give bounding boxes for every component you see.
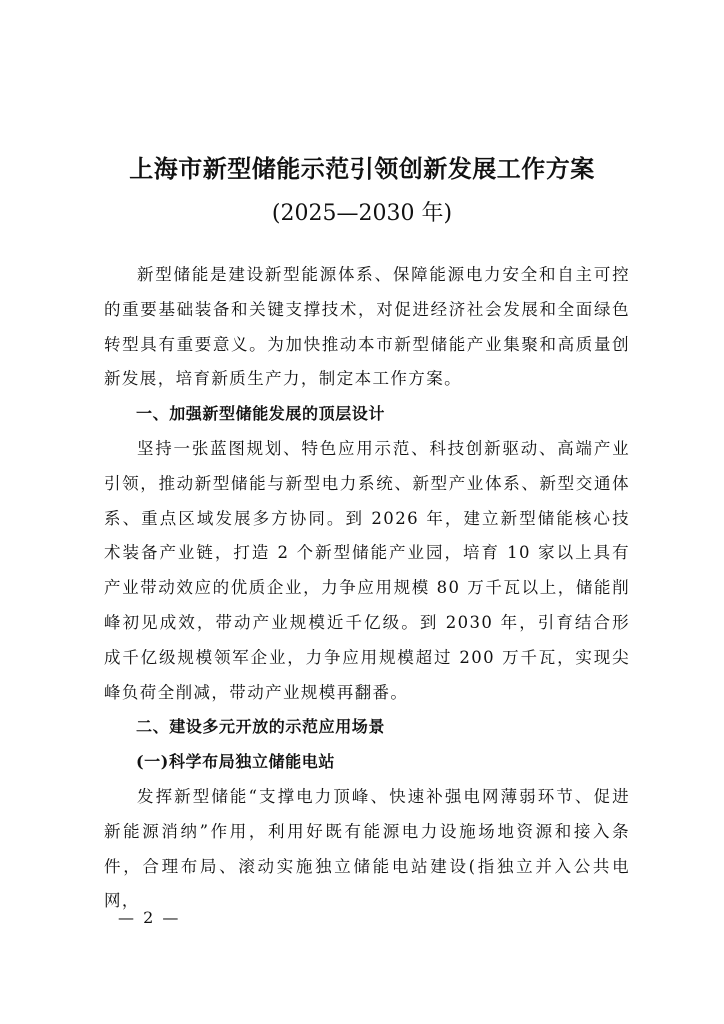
- page-number: — 2 —: [118, 908, 181, 927]
- section-2-paragraph: 发挥新型储能“支撑电力顶峰、快速补强电网薄弱环节、促进新能源消纳”作用，利用好既有能源电力设施场地资源和接入条件，合理布局、滚动实施独立储能电站建设(指独立并入公共电网，: [104, 786, 630, 911]
- document-subtitle: (2025—2030 年): [271, 201, 453, 226]
- document-title: 上海市新型储能示范引领创新发展工作方案: [129, 155, 595, 183]
- section-1-paragraph: 坚持一张蓝图规划、特色应用示范、科技创新驱动、高端产业引领，推动新型储能与新型电力系统、新型产业体系、新型交通体系、重点区域发展多方协同。到 2026 年，建立新型储能核心技术装备产业链，打造 2 个新型储能产业园，培育 10 家以上具有产业带动效应的优质企业，力争应用规模 80 万千瓦以上，储能削峰初见成效，带动产业规模近千亿级。到 2030 年，引育结合形成千亿级规模领军企业，力争应用规模超过 200 万千瓦，实现尖峰负荷全削减，带动产业规模再翻番。: [104, 438, 630, 702]
- section-2-subheading: (一)科学布局独立储能电站: [136, 752, 335, 772]
- section-2-heading: 二、建设多元开放的示范应用场景: [136, 717, 386, 737]
- document-body: [104, 258, 630, 919]
- intro-paragraph: 新型储能是建设新型能源体系、保障能源电力安全和自主可控的重要基础装备和关键支撑技术，对促进经济社会发展和全面绿色转型具有重要意义。为加快推动本市新型储能产业集聚和高质量创新发展，培育新质生产力，制定本工作方案。: [104, 265, 630, 389]
- section-1-heading: 一、加强新型储能发展的顶层设计: [136, 404, 386, 424]
